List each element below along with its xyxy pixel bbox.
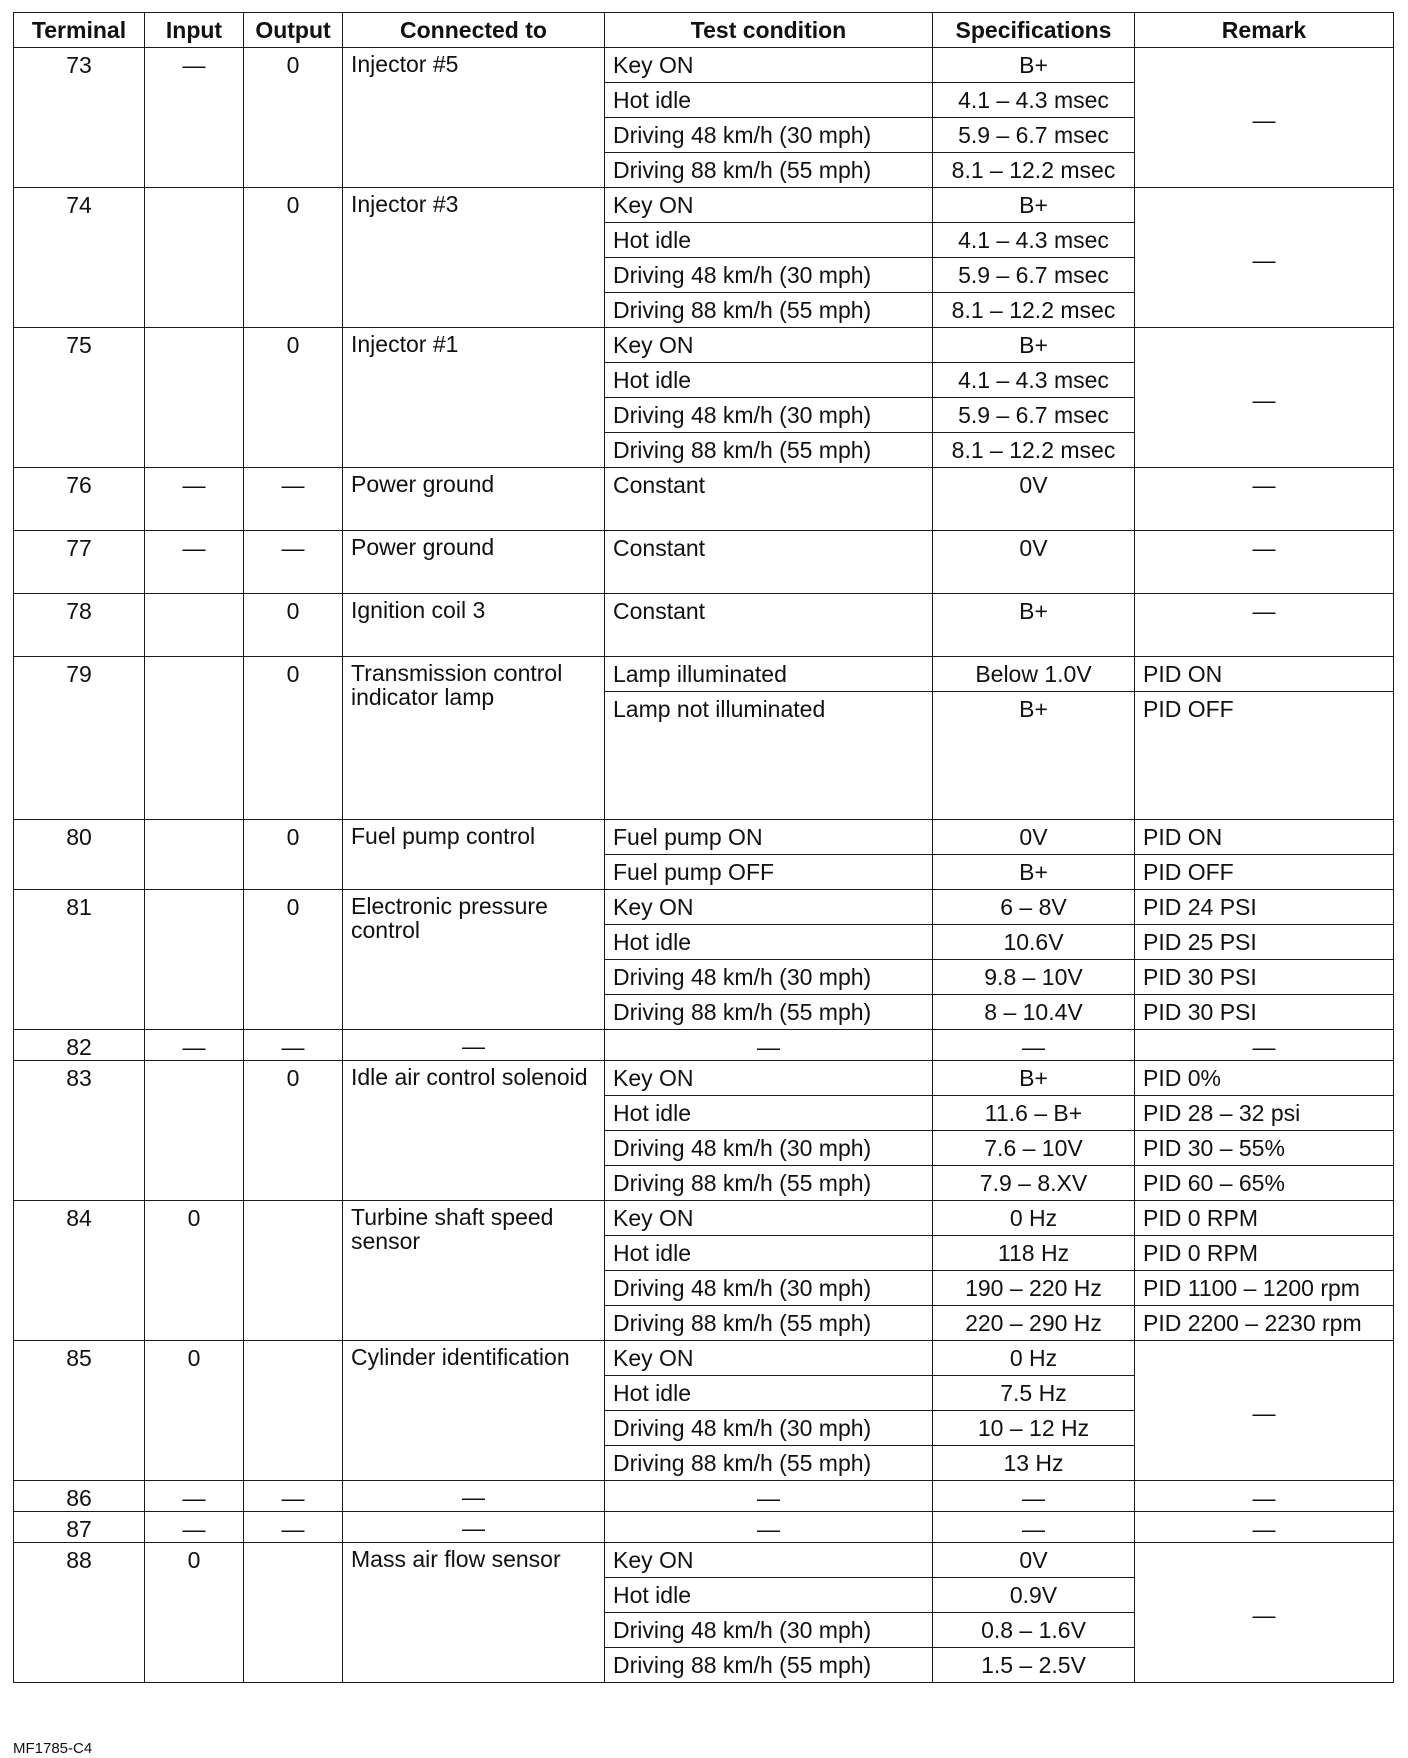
test-condition-cell: Driving 48 km/h (30 mph) bbox=[605, 1271, 933, 1306]
specification-cell: 220 – 290 Hz bbox=[933, 1306, 1135, 1341]
table-row bbox=[14, 1061, 1394, 1096]
specification-cell: 0V bbox=[933, 1543, 1135, 1578]
test-condition-cell: — bbox=[605, 1030, 933, 1061]
test-condition-cell: Lamp not illuminated bbox=[605, 692, 933, 820]
specification-cell: B+ bbox=[933, 1061, 1135, 1096]
table-row bbox=[14, 594, 1394, 657]
connected-to-cell: Ignition coil 3 bbox=[343, 594, 605, 657]
test-condition-cell: Lamp illuminated bbox=[605, 657, 933, 692]
header-terminal: Terminal bbox=[14, 13, 145, 48]
header-connected-to: Connected to bbox=[343, 13, 605, 48]
test-condition-cell: Key ON bbox=[605, 1061, 933, 1096]
terminal-cell: 88 bbox=[14, 1543, 145, 1683]
output-cell bbox=[244, 1341, 343, 1481]
terminal-cell: 82 bbox=[14, 1030, 145, 1061]
output-cell: 0 bbox=[244, 48, 343, 188]
table-row bbox=[14, 657, 1394, 692]
test-condition-cell: Key ON bbox=[605, 1341, 933, 1376]
terminal-cell: 84 bbox=[14, 1201, 145, 1341]
table-row bbox=[14, 890, 1394, 925]
test-condition-cell: Key ON bbox=[605, 328, 933, 363]
specification-cell: — bbox=[933, 1030, 1135, 1061]
table-row bbox=[14, 1481, 1394, 1512]
terminal-cell: 76 bbox=[14, 468, 145, 531]
test-condition-cell: Driving 88 km/h (55 mph) bbox=[605, 1166, 933, 1201]
specification-cell: 1.5 – 2.5V bbox=[933, 1648, 1135, 1683]
remark-cell: PID 0 RPM bbox=[1135, 1236, 1394, 1271]
specification-cell: 6 – 8V bbox=[933, 890, 1135, 925]
test-condition-cell: Driving 48 km/h (30 mph) bbox=[605, 1613, 933, 1648]
figure-code: MF1785-C4 bbox=[13, 1740, 93, 1757]
specification-cell: 190 – 220 Hz bbox=[933, 1271, 1135, 1306]
remark-cell: — bbox=[1135, 531, 1394, 594]
remark-cell: — bbox=[1135, 48, 1394, 188]
test-condition-cell: Driving 48 km/h (30 mph) bbox=[605, 1411, 933, 1446]
specification-cell: 0V bbox=[933, 820, 1135, 855]
specification-cell: 7.5 Hz bbox=[933, 1376, 1135, 1411]
table-row bbox=[14, 820, 1394, 855]
header-remark: Remark bbox=[1135, 13, 1394, 48]
output-cell: 0 bbox=[244, 657, 343, 820]
specification-cell: B+ bbox=[933, 48, 1135, 83]
test-condition-cell: Constant bbox=[605, 594, 933, 657]
test-condition-cell: Driving 48 km/h (30 mph) bbox=[605, 398, 933, 433]
connected-to-cell: — bbox=[343, 1481, 605, 1512]
remark-cell: PID OFF bbox=[1135, 692, 1394, 820]
input-cell bbox=[145, 657, 244, 820]
specification-cell: — bbox=[933, 1481, 1135, 1512]
table-row bbox=[14, 531, 1394, 594]
header-specifications: Specifications bbox=[933, 13, 1135, 48]
table-body bbox=[14, 48, 1394, 1683]
test-condition-cell: Constant bbox=[605, 531, 933, 594]
terminal-cell: 78 bbox=[14, 594, 145, 657]
table-row bbox=[14, 468, 1394, 531]
specification-cell: 118 Hz bbox=[933, 1236, 1135, 1271]
input-cell bbox=[145, 1061, 244, 1201]
connected-to-cell: Transmission control indicator lamp bbox=[343, 657, 605, 820]
specification-cell: 0V bbox=[933, 468, 1135, 531]
input-cell: — bbox=[145, 1512, 244, 1543]
test-condition-cell: Driving 88 km/h (55 mph) bbox=[605, 293, 933, 328]
remark-cell: PID 0% bbox=[1135, 1061, 1394, 1096]
input-cell: 0 bbox=[145, 1543, 244, 1683]
connected-to-cell: — bbox=[343, 1512, 605, 1543]
test-condition-cell: Driving 88 km/h (55 mph) bbox=[605, 153, 933, 188]
remark-cell: PID 30 PSI bbox=[1135, 960, 1394, 995]
terminal-cell: 85 bbox=[14, 1341, 145, 1481]
specification-cell: B+ bbox=[933, 692, 1135, 820]
remark-cell: PID 25 PSI bbox=[1135, 925, 1394, 960]
terminal-cell: 77 bbox=[14, 531, 145, 594]
remark-cell: PID 60 – 65% bbox=[1135, 1166, 1394, 1201]
test-condition-cell: Hot idle bbox=[605, 1096, 933, 1131]
test-condition-cell: Driving 48 km/h (30 mph) bbox=[605, 960, 933, 995]
header-test-condition: Test condition bbox=[605, 13, 933, 48]
output-cell: — bbox=[244, 1481, 343, 1512]
table-row bbox=[14, 1030, 1394, 1061]
specification-cell: Below 1.0V bbox=[933, 657, 1135, 692]
specification-cell: 11.6 – B+ bbox=[933, 1096, 1135, 1131]
specification-cell: 8 – 10.4V bbox=[933, 995, 1135, 1030]
terminal-cell: 75 bbox=[14, 328, 145, 468]
connected-to-cell: — bbox=[343, 1030, 605, 1061]
specification-cell: 0.9V bbox=[933, 1578, 1135, 1613]
specification-cell: 7.6 – 10V bbox=[933, 1131, 1135, 1166]
table-row bbox=[14, 1512, 1394, 1543]
header-output: Output bbox=[244, 13, 343, 48]
remark-cell: — bbox=[1135, 594, 1394, 657]
connected-to-cell: Mass air flow sensor bbox=[343, 1543, 605, 1683]
output-cell: — bbox=[244, 1030, 343, 1061]
test-condition-cell: Hot idle bbox=[605, 363, 933, 398]
connected-to-cell: Injector #1 bbox=[343, 328, 605, 468]
output-cell: 0 bbox=[244, 328, 343, 468]
specification-cell: — bbox=[933, 1512, 1135, 1543]
specification-cell: 0 Hz bbox=[933, 1341, 1135, 1376]
remark-cell: PID ON bbox=[1135, 657, 1394, 692]
input-cell bbox=[145, 594, 244, 657]
output-cell: — bbox=[244, 468, 343, 531]
specification-cell: 5.9 – 6.7 msec bbox=[933, 118, 1135, 153]
test-condition-cell: Driving 88 km/h (55 mph) bbox=[605, 433, 933, 468]
input-cell bbox=[145, 328, 244, 468]
specification-cell: B+ bbox=[933, 188, 1135, 223]
connected-to-cell: Idle air control solenoid bbox=[343, 1061, 605, 1201]
output-cell: 0 bbox=[244, 820, 343, 890]
remark-cell: — bbox=[1135, 1481, 1394, 1512]
table-row bbox=[14, 1201, 1394, 1236]
specification-cell: 10.6V bbox=[933, 925, 1135, 960]
remark-cell: — bbox=[1135, 1512, 1394, 1543]
remark-cell: — bbox=[1135, 188, 1394, 328]
test-condition-cell: — bbox=[605, 1512, 933, 1543]
terminal-cell: 74 bbox=[14, 188, 145, 328]
input-cell: 0 bbox=[145, 1201, 244, 1341]
input-cell: 0 bbox=[145, 1341, 244, 1481]
output-cell bbox=[244, 1543, 343, 1683]
remark-cell: PID 24 PSI bbox=[1135, 890, 1394, 925]
input-cell bbox=[145, 890, 244, 1030]
terminal-cell: 79 bbox=[14, 657, 145, 820]
specification-cell: 4.1 – 4.3 msec bbox=[933, 83, 1135, 118]
specification-cell: 4.1 – 4.3 msec bbox=[933, 223, 1135, 258]
specification-cell: 0.8 – 1.6V bbox=[933, 1613, 1135, 1648]
test-condition-cell: Driving 88 km/h (55 mph) bbox=[605, 1306, 933, 1341]
specification-cell: 0V bbox=[933, 531, 1135, 594]
test-condition-cell: Constant bbox=[605, 468, 933, 531]
specification-cell: B+ bbox=[933, 855, 1135, 890]
remark-cell: PID OFF bbox=[1135, 855, 1394, 890]
header-row bbox=[14, 13, 1394, 48]
input-cell: — bbox=[145, 468, 244, 531]
test-condition-cell: Hot idle bbox=[605, 1578, 933, 1613]
remark-cell: — bbox=[1135, 1341, 1394, 1481]
output-cell: 0 bbox=[244, 188, 343, 328]
test-condition-cell: Hot idle bbox=[605, 223, 933, 258]
output-cell: — bbox=[244, 531, 343, 594]
input-cell: — bbox=[145, 1030, 244, 1061]
remark-cell: PID 30 – 55% bbox=[1135, 1131, 1394, 1166]
output-cell: 0 bbox=[244, 594, 343, 657]
terminal-cell: 83 bbox=[14, 1061, 145, 1201]
test-condition-cell: Key ON bbox=[605, 48, 933, 83]
test-condition-cell: — bbox=[605, 1481, 933, 1512]
output-cell: 0 bbox=[244, 890, 343, 1030]
test-condition-cell: Driving 88 km/h (55 mph) bbox=[605, 1446, 933, 1481]
terminal-cell: 87 bbox=[14, 1512, 145, 1543]
specification-cell: 9.8 – 10V bbox=[933, 960, 1135, 995]
input-cell bbox=[145, 820, 244, 890]
test-condition-cell: Driving 88 km/h (55 mph) bbox=[605, 995, 933, 1030]
test-condition-cell: Driving 48 km/h (30 mph) bbox=[605, 258, 933, 293]
test-condition-cell: Driving 48 km/h (30 mph) bbox=[605, 1131, 933, 1166]
connected-to-cell: Turbine shaft speed sensor bbox=[343, 1201, 605, 1341]
remark-cell: PID 2200 – 2230 rpm bbox=[1135, 1306, 1394, 1341]
terminal-cell: 86 bbox=[14, 1481, 145, 1512]
connected-to-cell: Injector #3 bbox=[343, 188, 605, 328]
test-condition-cell: Driving 88 km/h (55 mph) bbox=[605, 1648, 933, 1683]
input-cell: — bbox=[145, 48, 244, 188]
header-input: Input bbox=[145, 13, 244, 48]
remark-cell: — bbox=[1135, 1543, 1394, 1683]
table-row bbox=[14, 1341, 1394, 1376]
terminal-table bbox=[13, 12, 1394, 1683]
test-condition-cell: Key ON bbox=[605, 890, 933, 925]
specification-cell: 5.9 – 6.7 msec bbox=[933, 398, 1135, 433]
specification-cell: 8.1 – 12.2 msec bbox=[933, 433, 1135, 468]
test-condition-cell: Hot idle bbox=[605, 1236, 933, 1271]
specification-cell: 8.1 – 12.2 msec bbox=[933, 293, 1135, 328]
specification-cell: 13 Hz bbox=[933, 1446, 1135, 1481]
specification-cell: 7.9 – 8.XV bbox=[933, 1166, 1135, 1201]
remark-cell: PID 0 RPM bbox=[1135, 1201, 1394, 1236]
terminal-cell: 73 bbox=[14, 48, 145, 188]
test-condition-cell: Hot idle bbox=[605, 925, 933, 960]
output-cell: — bbox=[244, 1512, 343, 1543]
remark-cell: PID ON bbox=[1135, 820, 1394, 855]
remark-cell: PID 30 PSI bbox=[1135, 995, 1394, 1030]
test-condition-cell: Key ON bbox=[605, 1201, 933, 1236]
table-row bbox=[14, 1543, 1394, 1578]
connected-to-cell: Fuel pump control bbox=[343, 820, 605, 890]
specification-cell: 4.1 – 4.3 msec bbox=[933, 363, 1135, 398]
specification-cell: 0 Hz bbox=[933, 1201, 1135, 1236]
terminal-spec-sheet bbox=[13, 12, 1393, 1683]
input-cell: — bbox=[145, 531, 244, 594]
test-condition-cell: Key ON bbox=[605, 188, 933, 223]
test-condition-cell: Fuel pump OFF bbox=[605, 855, 933, 890]
test-condition-cell: Fuel pump ON bbox=[605, 820, 933, 855]
test-condition-cell: Hot idle bbox=[605, 1376, 933, 1411]
output-cell bbox=[244, 1201, 343, 1341]
specification-cell: B+ bbox=[933, 594, 1135, 657]
specification-cell: 5.9 – 6.7 msec bbox=[933, 258, 1135, 293]
input-cell bbox=[145, 188, 244, 328]
connected-to-cell: Power ground bbox=[343, 531, 605, 594]
table-row bbox=[14, 48, 1394, 83]
input-cell: — bbox=[145, 1481, 244, 1512]
specification-cell: 10 – 12 Hz bbox=[933, 1411, 1135, 1446]
connected-to-cell: Electronic pressure control bbox=[343, 890, 605, 1030]
output-cell: 0 bbox=[244, 1061, 343, 1201]
remark-cell: — bbox=[1135, 468, 1394, 531]
terminal-cell: 81 bbox=[14, 890, 145, 1030]
test-condition-cell: Driving 48 km/h (30 mph) bbox=[605, 118, 933, 153]
connected-to-cell: Injector #5 bbox=[343, 48, 605, 188]
remark-cell: PID 28 – 32 psi bbox=[1135, 1096, 1394, 1131]
connected-to-cell: Cylinder identification bbox=[343, 1341, 605, 1481]
test-condition-cell: Hot idle bbox=[605, 83, 933, 118]
specification-cell: 8.1 – 12.2 msec bbox=[933, 153, 1135, 188]
test-condition-cell: Key ON bbox=[605, 1543, 933, 1578]
terminal-cell: 80 bbox=[14, 820, 145, 890]
remark-cell: — bbox=[1135, 328, 1394, 468]
remark-cell: — bbox=[1135, 1030, 1394, 1061]
specification-cell: B+ bbox=[933, 328, 1135, 363]
table-row bbox=[14, 188, 1394, 223]
remark-cell: PID 1100 – 1200 rpm bbox=[1135, 1271, 1394, 1306]
connected-to-cell: Power ground bbox=[343, 468, 605, 531]
table-row bbox=[14, 328, 1394, 363]
